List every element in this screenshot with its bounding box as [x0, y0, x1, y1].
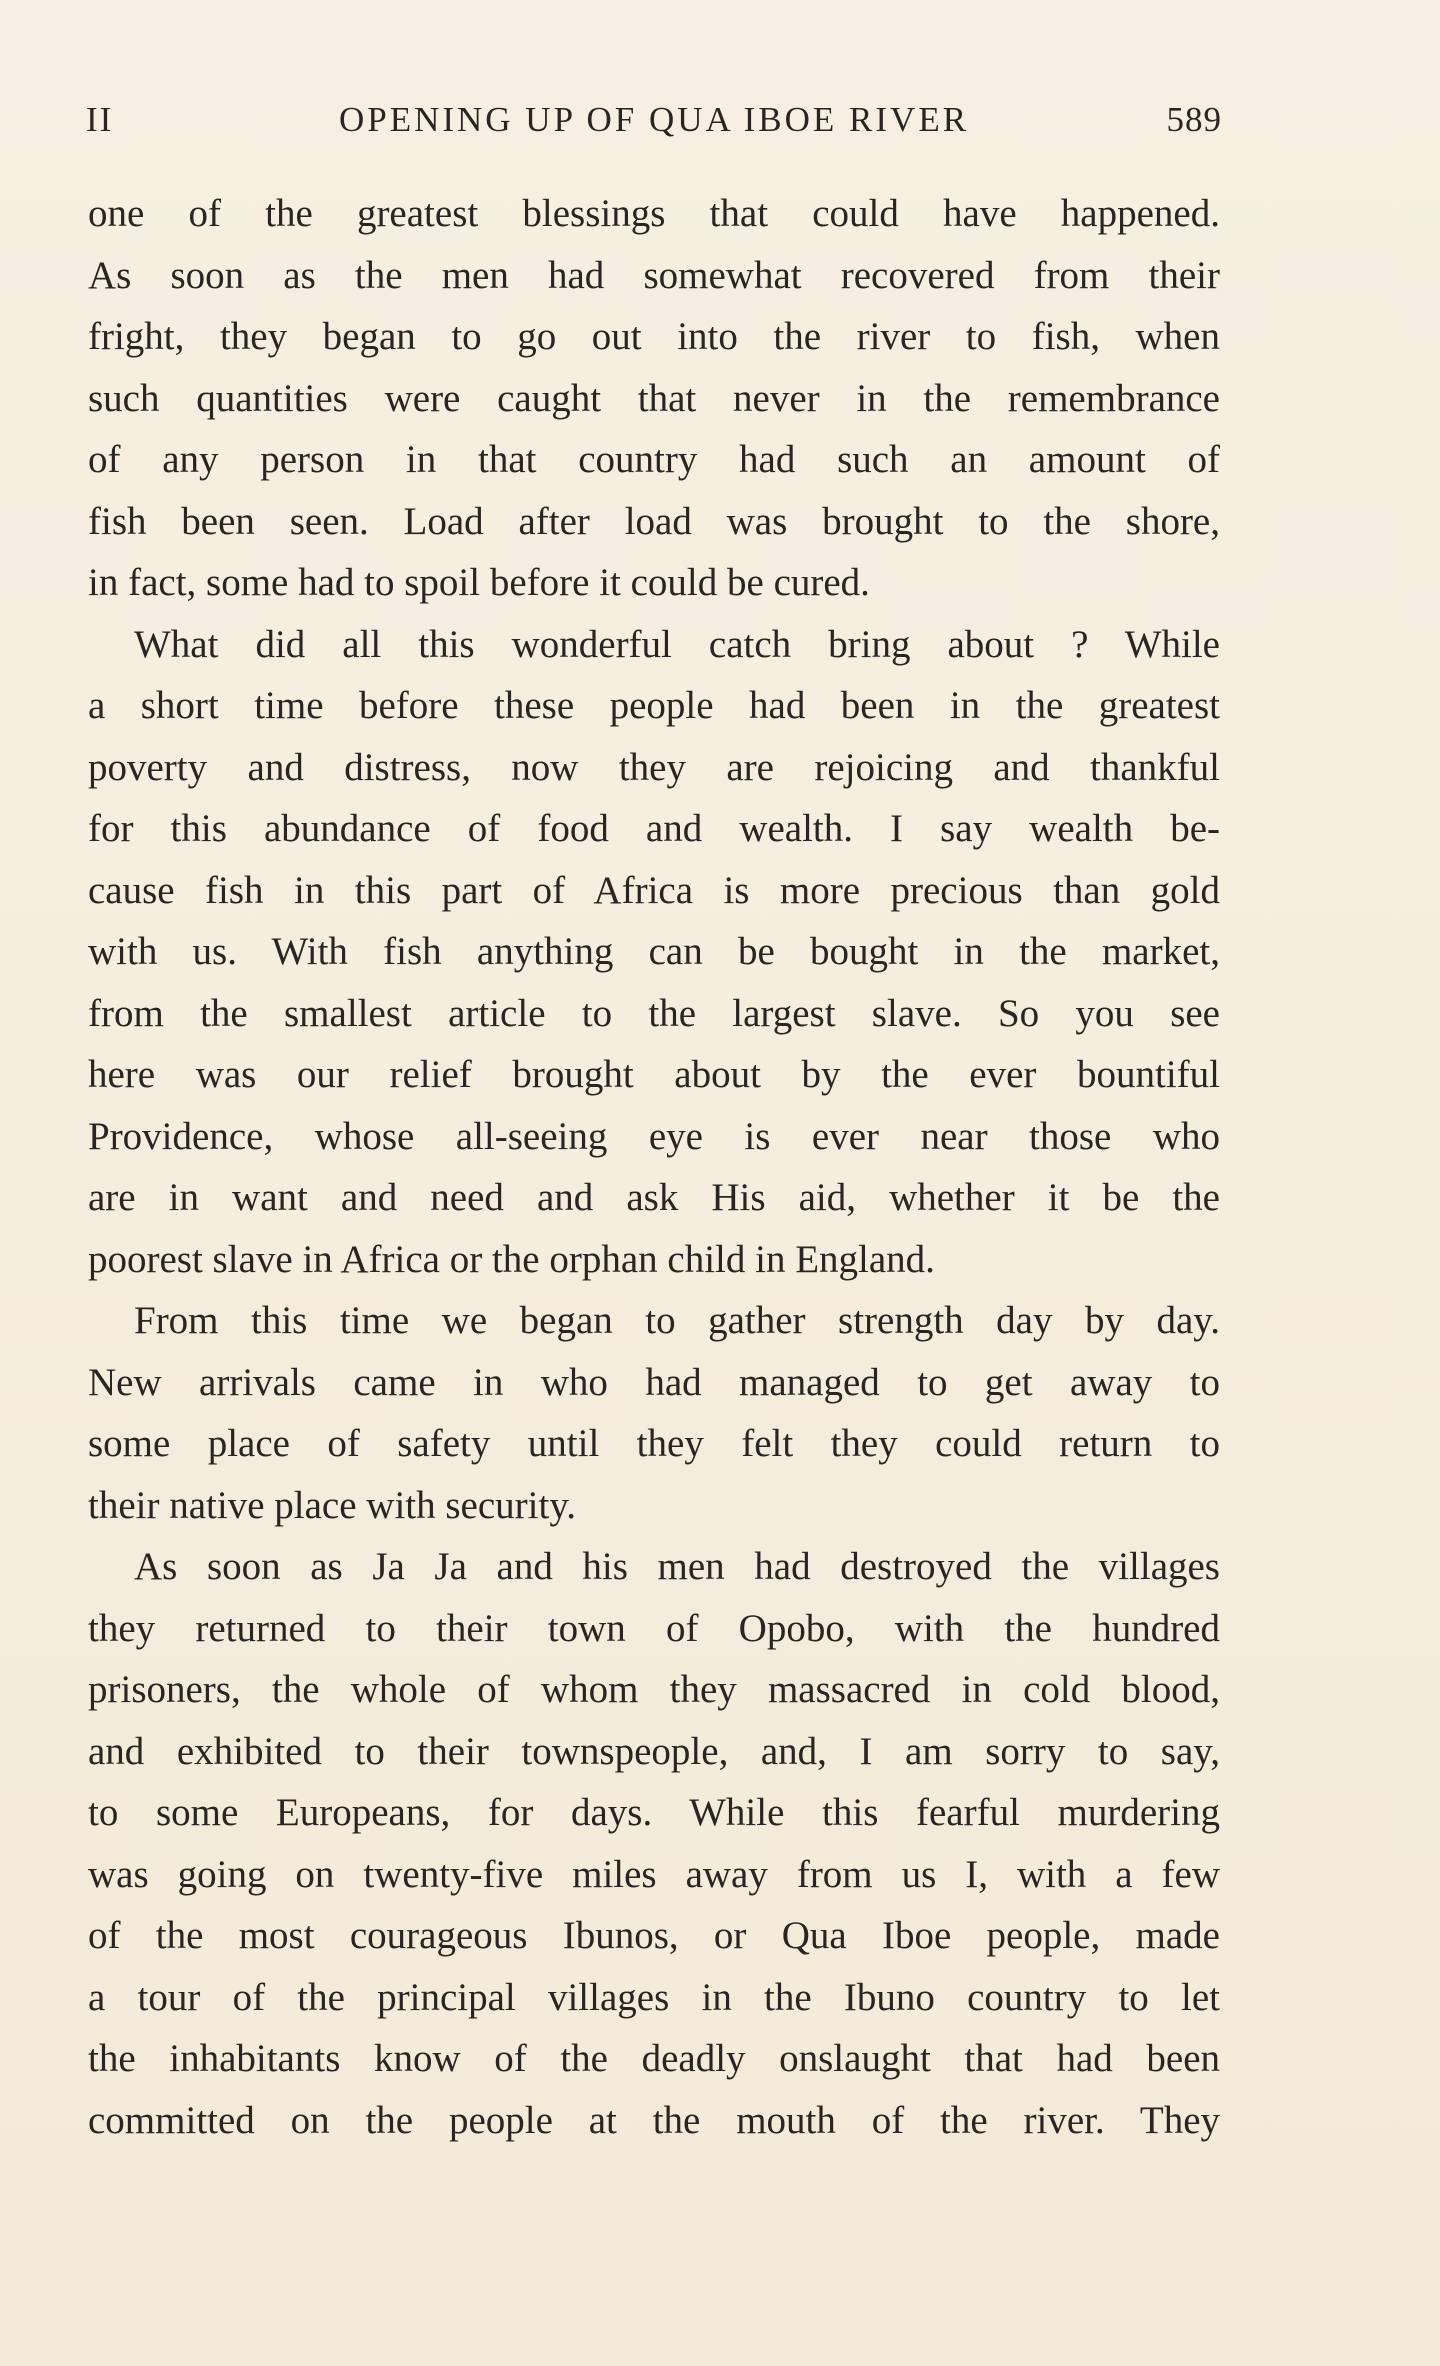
- text-line: was going on twenty-five miles away from us I, with a few: [88, 1852, 1220, 1896]
- chapter-number: II: [86, 100, 114, 139]
- text-line: Providence, whose all-seeing eye is ever near those who: [88, 1114, 1220, 1158]
- text-line: prisoners, the whole of whom they massacred in cold blood,: [88, 1668, 1220, 1711]
- text-line: are in want and need and ask His aid, whether it be the: [88, 1176, 1220, 1219]
- text-line: from the smallest article to the largest slave. So you see: [88, 991, 1220, 1035]
- body-text: [88, 183, 1220, 2151]
- text-line: their native place with security.: [88, 1483, 577, 1527]
- text-line: cause fish in this part of Africa is more precious than gold: [88, 868, 1220, 912]
- text-line: of the most courageous Ibunos, or Qua Iboe people, made: [88, 1914, 1220, 1957]
- text-line: As soon as the men had somewhat recovered from their: [88, 253, 1220, 297]
- text-line: the inhabitants know of the deadly onslaught that had been: [88, 2037, 1220, 2080]
- text-line: a tour of the principal villages in the Ibuno country to let: [88, 1975, 1220, 2019]
- text-line: committed on the people at the mouth of the river. They: [88, 2098, 1220, 2142]
- text-line: fright, they began to go out into the river to fish, when: [88, 315, 1220, 358]
- text-line: poorest slave in Africa or the orphan child in England.: [88, 1237, 935, 1281]
- text-line: poverty and distress, now they are rejoicing and thankful: [88, 745, 1220, 789]
- text-line: to some Europeans, for days. While this fearful murdering: [88, 1791, 1220, 1834]
- text-line: of any person in that country had such an amount of: [88, 438, 1220, 481]
- text-line: some place of safety until they felt they could return to: [88, 1422, 1220, 1465]
- text-line: for this abundance of food and wealth. I say wealth be-: [88, 807, 1220, 850]
- text-line: From this time we began to gather strength day by day.: [134, 1299, 1220, 1342]
- text-line: here was our relief brought about by the ever bountiful: [88, 1053, 1220, 1096]
- text-line: one of the greatest blessings that could have happened.: [88, 192, 1220, 235]
- text-line: As soon as Ja Ja and his men had destroyed the villages: [134, 1545, 1220, 1588]
- text-line: New arrivals came in who had managed to get away to: [88, 1360, 1220, 1404]
- running-title: OPENING UP OF QUA IBOE RIVER: [338, 100, 970, 139]
- text-line: What did all this wonderful catch bring about ? While: [134, 622, 1220, 666]
- text-line: with us. With fish anything can be bought in the market,: [88, 930, 1220, 973]
- text-line: a short time before these people had been in the greatest: [88, 684, 1220, 727]
- text-line: such quantities were caught that never in the remembrance: [88, 376, 1220, 420]
- running-head: [86, 100, 1222, 148]
- text-line: and exhibited to their townspeople, and, I am sorry to say,: [88, 1729, 1220, 1773]
- text-line: in fact, some had to spoil before it could be cured.: [88, 561, 870, 604]
- text-line: fish been seen. Load after load was brought to the shore,: [88, 499, 1220, 543]
- text-line: they returned to their town of Opobo, with the hundred: [88, 1606, 1220, 1650]
- page-number: 589: [1166, 100, 1222, 139]
